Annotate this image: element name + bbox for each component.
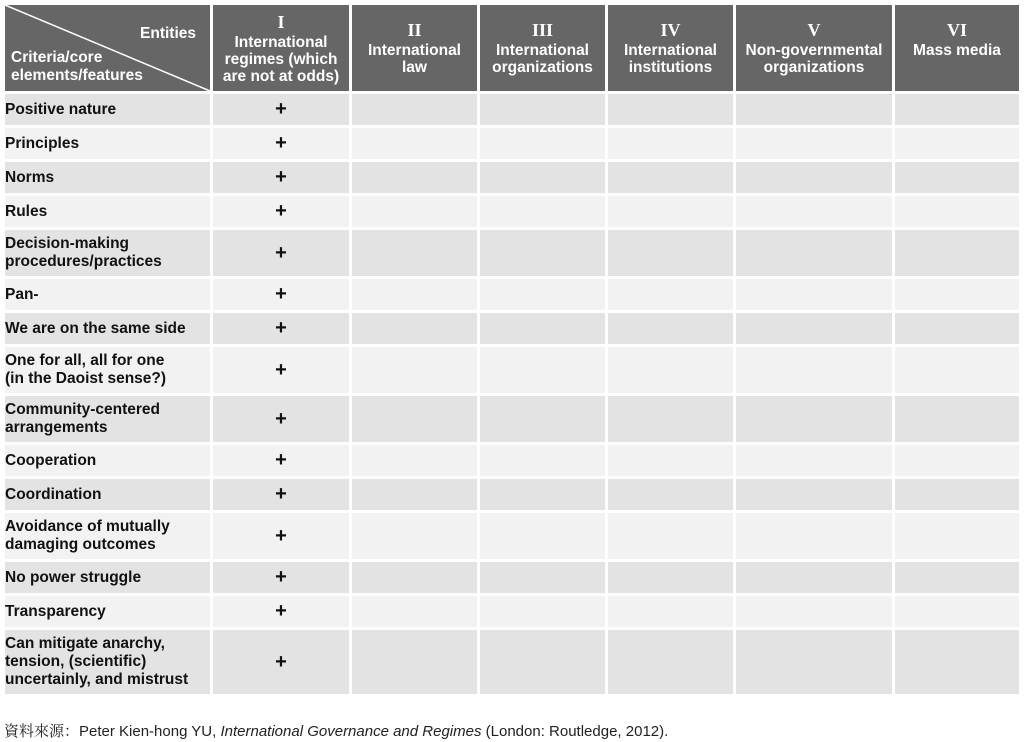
empty-cell xyxy=(736,347,892,393)
empty-cell xyxy=(608,230,733,276)
empty-cell xyxy=(480,396,605,442)
empty-cell xyxy=(480,128,605,159)
plus-mark: + xyxy=(213,445,349,476)
empty-cell xyxy=(480,347,605,393)
empty-cell xyxy=(736,396,892,442)
plus-mark: + xyxy=(213,162,349,193)
column-numeral: V xyxy=(807,20,821,40)
column-caption-line1: International xyxy=(495,42,589,59)
criterion-text: Decision-making xyxy=(5,235,130,252)
criterion-cell xyxy=(5,630,210,694)
criterion-text: Coordination xyxy=(5,485,102,503)
empty-cell xyxy=(736,279,892,310)
criterion-text: Cooperation xyxy=(5,451,97,469)
criterion-cell xyxy=(5,396,210,442)
empty-cell xyxy=(480,596,605,627)
empty-cell xyxy=(480,562,605,593)
empty-cell xyxy=(736,479,892,510)
empty-cell xyxy=(352,94,477,125)
plus-mark: + xyxy=(213,94,349,125)
empty-cell xyxy=(608,630,733,694)
empty-cell xyxy=(352,513,477,559)
criterion-cell xyxy=(5,196,210,227)
criterion-text: arrangements xyxy=(5,419,108,436)
column-caption-line2: regimes (which xyxy=(224,50,338,68)
criterion-text: We are on the same side xyxy=(5,319,186,337)
criterion-text: Norms xyxy=(5,168,55,186)
empty-cell xyxy=(480,630,605,694)
empty-cell xyxy=(480,445,605,476)
column-caption-line1: Non-governmental xyxy=(745,42,883,59)
empty-cell xyxy=(895,596,1019,627)
empty-cell xyxy=(895,196,1019,227)
column-numeral: I xyxy=(277,11,285,32)
table-row xyxy=(5,445,1019,476)
table-row xyxy=(5,128,1019,159)
empty-cell xyxy=(608,513,733,559)
empty-cell xyxy=(480,196,605,227)
empty-cell xyxy=(608,479,733,510)
empty-cell xyxy=(895,347,1019,393)
table-row xyxy=(5,230,1019,276)
criterion-text: Community-centered xyxy=(5,401,161,418)
empty-cell xyxy=(736,313,892,344)
criterion-cell xyxy=(5,128,210,159)
empty-cell xyxy=(352,630,477,694)
plus-mark: + xyxy=(213,196,349,227)
table-row xyxy=(5,94,1019,125)
table-body xyxy=(5,94,1019,694)
empty-cell xyxy=(736,230,892,276)
empty-cell xyxy=(895,279,1019,310)
empty-cell xyxy=(352,596,477,627)
column-header-2 xyxy=(352,5,477,91)
empty-cell xyxy=(895,230,1019,276)
column-numeral: IV xyxy=(660,20,681,40)
empty-cell xyxy=(608,596,733,627)
table-row xyxy=(5,562,1019,593)
plus-mark: + xyxy=(213,479,349,510)
column-caption-line1: International xyxy=(367,42,461,59)
empty-cell xyxy=(352,128,477,159)
empty-cell xyxy=(608,445,733,476)
empty-cell xyxy=(480,162,605,193)
empty-cell xyxy=(736,128,892,159)
empty-cell xyxy=(352,562,477,593)
empty-cell xyxy=(736,596,892,627)
empty-cell xyxy=(736,196,892,227)
plus-mark: + xyxy=(213,279,349,310)
column-caption-line2: organizations xyxy=(492,59,593,76)
table-row xyxy=(5,396,1019,442)
empty-cell xyxy=(480,479,605,510)
column-numeral: VI xyxy=(946,20,967,40)
criterion-cell xyxy=(5,562,210,593)
criterion-text: Can mitigate anarchy, xyxy=(5,635,165,652)
plus-mark: + xyxy=(213,562,349,593)
column-caption-line1: Mass media xyxy=(913,42,1001,59)
empty-cell xyxy=(895,630,1019,694)
criterion-text: Transparency xyxy=(5,602,106,620)
source-citation xyxy=(4,720,668,741)
empty-cell xyxy=(480,513,605,559)
criterion-cell xyxy=(5,596,210,627)
empty-cell xyxy=(736,94,892,125)
empty-cell xyxy=(895,479,1019,510)
source-suffix: (London: Routledge, 2012). xyxy=(481,723,669,740)
criterion-text: Positive nature xyxy=(5,100,117,118)
plus-mark: + xyxy=(213,313,349,344)
empty-cell xyxy=(608,94,733,125)
empty-cell xyxy=(895,94,1019,125)
source-prefix: 資料來源：Peter Kien-hong YU, xyxy=(4,723,221,740)
criterion-cell xyxy=(5,347,210,393)
criteria-label-line1: Criteria/core xyxy=(11,49,103,66)
empty-cell xyxy=(895,162,1019,193)
column-header-1 xyxy=(213,5,349,91)
table-row xyxy=(5,313,1019,344)
empty-cell xyxy=(480,230,605,276)
column-numeral: II xyxy=(407,20,422,40)
criterion-cell xyxy=(5,94,210,125)
criterion-cell xyxy=(5,445,210,476)
empty-cell xyxy=(895,128,1019,159)
criteria-label xyxy=(11,49,143,85)
criterion-text: Rules xyxy=(5,202,48,220)
header-row xyxy=(5,5,1019,91)
column-numeral: III xyxy=(531,20,553,40)
plus-mark: + xyxy=(213,596,349,627)
criteria-table xyxy=(2,2,1022,697)
criteria-label-line2: elements/features xyxy=(11,67,143,84)
criterion-cell xyxy=(5,513,210,559)
criterion-text: (in the Daoist sense?) xyxy=(5,370,167,387)
empty-cell xyxy=(608,162,733,193)
empty-cell xyxy=(608,313,733,344)
plus-mark: + xyxy=(213,230,349,276)
column-caption-line1: International xyxy=(234,33,328,51)
empty-cell xyxy=(895,562,1019,593)
column-caption-line2: law xyxy=(402,59,427,76)
empty-cell xyxy=(895,445,1019,476)
table-row xyxy=(5,347,1019,393)
plus-mark: + xyxy=(213,396,349,442)
plus-mark: + xyxy=(213,513,349,559)
corner-header-cell xyxy=(5,5,210,91)
empty-cell xyxy=(736,162,892,193)
table-row xyxy=(5,279,1019,310)
empty-cell xyxy=(480,313,605,344)
criterion-cell xyxy=(5,313,210,344)
column-caption-line3: are not at odds) xyxy=(222,67,340,85)
empty-cell xyxy=(608,279,733,310)
source-book-title: International Governance and Regimes xyxy=(220,723,482,740)
empty-cell xyxy=(736,513,892,559)
empty-cell xyxy=(736,445,892,476)
criterion-cell xyxy=(5,230,210,276)
empty-cell xyxy=(608,196,733,227)
criterion-text: Avoidance of mutually xyxy=(5,518,170,535)
column-caption-line2: organizations xyxy=(763,59,865,76)
empty-cell xyxy=(480,94,605,125)
criterion-text: No power struggle xyxy=(5,568,142,586)
criterion-text: Principles xyxy=(5,134,80,152)
empty-cell xyxy=(352,279,477,310)
criterion-text: uncertainly, and mistrust xyxy=(5,671,189,688)
empty-cell xyxy=(352,347,477,393)
table-row xyxy=(5,596,1019,627)
table-row xyxy=(5,196,1019,227)
empty-cell xyxy=(480,279,605,310)
empty-cell xyxy=(352,230,477,276)
empty-cell xyxy=(352,396,477,442)
empty-cell xyxy=(352,162,477,193)
empty-cell xyxy=(352,479,477,510)
empty-cell xyxy=(608,396,733,442)
empty-cell xyxy=(352,445,477,476)
plus-mark: + xyxy=(213,128,349,159)
empty-cell xyxy=(736,630,892,694)
criterion-text: tension, (scientific) xyxy=(5,653,147,670)
table-row xyxy=(5,513,1019,559)
plus-mark: + xyxy=(213,630,349,694)
empty-cell xyxy=(736,562,892,593)
criterion-text: procedures/practices xyxy=(5,253,162,270)
empty-cell xyxy=(608,347,733,393)
entities-label: Entities xyxy=(140,25,196,42)
column-header-6 xyxy=(895,5,1019,91)
table-row xyxy=(5,162,1019,193)
table-row xyxy=(5,479,1019,510)
empty-cell xyxy=(608,562,733,593)
table-row xyxy=(5,630,1019,694)
column-header-3 xyxy=(480,5,605,91)
criterion-text: damaging outcomes xyxy=(5,536,156,553)
empty-cell xyxy=(895,396,1019,442)
criterion-text: Pan- xyxy=(5,285,39,303)
criterion-cell xyxy=(5,479,210,510)
empty-cell xyxy=(895,513,1019,559)
criterion-cell xyxy=(5,279,210,310)
empty-cell xyxy=(608,128,733,159)
empty-cell xyxy=(352,196,477,227)
empty-cell xyxy=(895,313,1019,344)
criterion-cell xyxy=(5,162,210,193)
criterion-text: One for all, all for one xyxy=(5,352,165,369)
column-header-4 xyxy=(608,5,733,91)
plus-mark: + xyxy=(213,347,349,393)
column-caption-line1: International xyxy=(623,42,717,59)
empty-cell xyxy=(352,313,477,344)
column-caption-line2: institutions xyxy=(628,59,713,76)
column-header-5 xyxy=(736,5,892,91)
